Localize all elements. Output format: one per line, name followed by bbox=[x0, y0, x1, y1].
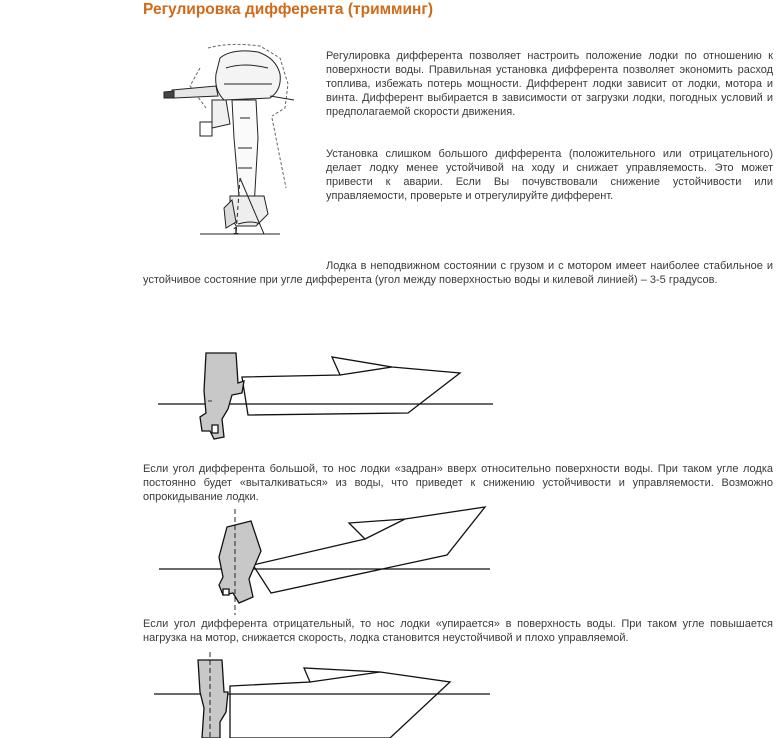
paragraph-warning: Установка слишком большого дифферента (положительного или отрицательного) делает лодку менее устойчивой на ходу и снижает управляемость. Это может привести к аварии. Если Вы почувствовали снижение устойчивости или управляемости, проверьте и отрегулируйте дифферент. bbox=[326, 148, 773, 202]
boat-normal-trim bbox=[150, 345, 500, 445]
outboard-motor-illustration bbox=[160, 38, 325, 238]
outboard-motor-figure bbox=[160, 38, 325, 238]
page-title: Регулировка дифферента (тримминг) bbox=[143, 1, 434, 18]
boat-bow-down-figure bbox=[150, 652, 500, 738]
paragraph-bow-down: Если угол дифферента отрицательный, то нос лодки «упирается» в поверхность воды. При таком угле повышается нагрузка на мотор, снижается скорость, лодка становится неустойчивой и плохо управляемой. bbox=[143, 618, 773, 644]
boat-bow-up-figure bbox=[155, 505, 500, 615]
paragraph-normal-trim: Лодка в неподвижном состоянии с грузом и с мотором имеет наиболее стабильное и устойчивое состояние при угле дифферента (угол между поверхностью воды и килевой линией) – 3-5 градусов. bbox=[143, 260, 773, 286]
boat-normal-figure bbox=[150, 345, 500, 445]
paragraph-bow-up: Если угол дифферента большой, то нос лодки «задран» вверх относительно поверхности воды. При таком угле лодка постоянно будет «выталкиваться» из воды, что приведет к снижению устойчивости и управляемости. Возможно опрокидывание лодки. bbox=[143, 463, 773, 503]
boat-bow-down-trim bbox=[150, 652, 500, 738]
figure-label: 1 bbox=[233, 226, 239, 237]
paragraph-intro: Регулировка дифферента позволяет настроить положение лодки по отношению к поверхности воды. Правильная установка дифферента позволяет экономить расход топлива, избежать потерь мощности. Дифферент лодки зависит от лодки, мотора и винта. Дифферент выбирается в зависимости от загрузки лодки, погодных условий и предполагаемой скорости движения. bbox=[326, 50, 773, 118]
boat-bow-up-trim bbox=[155, 505, 500, 615]
